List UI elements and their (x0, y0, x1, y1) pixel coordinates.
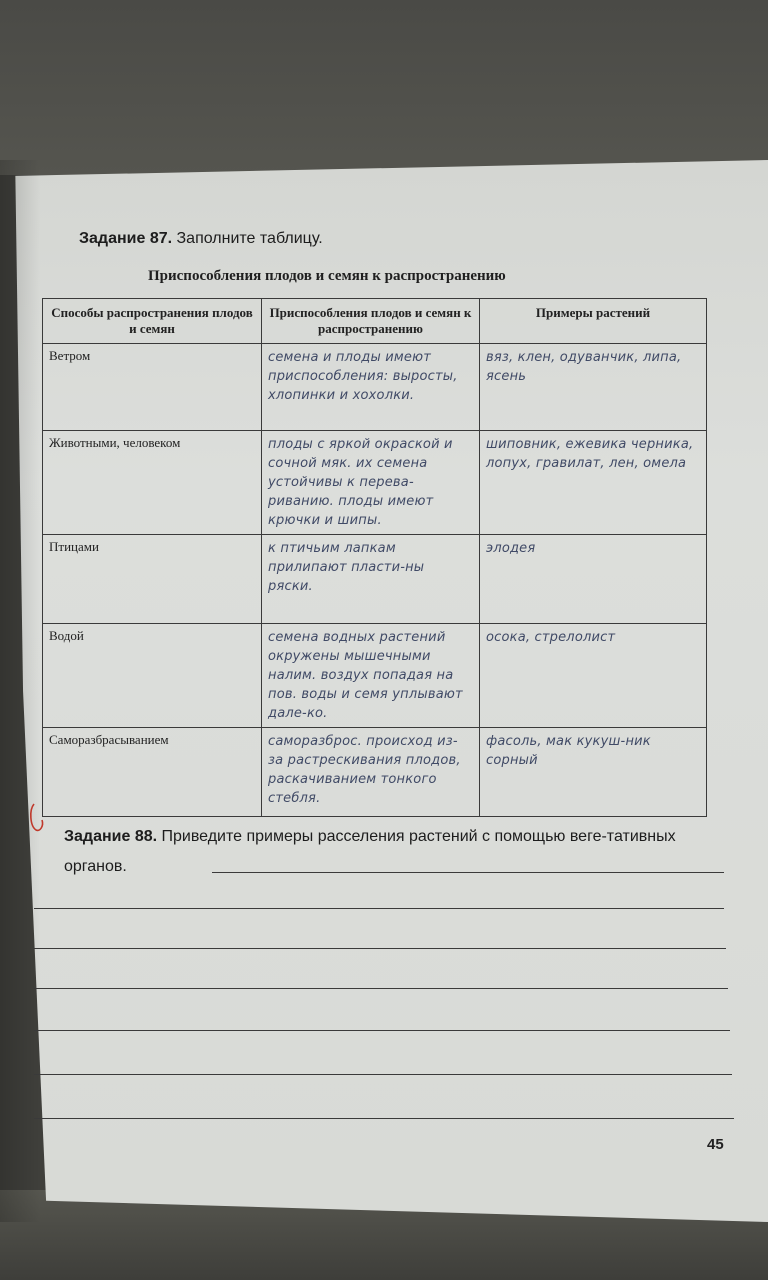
examples-cell: фасоль, мак кукуш-ник сорный (480, 728, 707, 817)
answer-line (34, 1030, 730, 1031)
adaptation-cell: семена и плоды имеют приспособления: выросты, хлопинки и хохолки. (262, 344, 480, 431)
method-cell: Животными, человеком (43, 431, 262, 535)
answer-line (34, 908, 724, 909)
adaptation-cell: саморазброс. происход из-за растрескивания плодов, раскачиванием тонкого стебля. (262, 728, 480, 817)
task-87-text: Заполните таблицу. (176, 230, 323, 247)
header-examples: Примеры растений (480, 299, 707, 344)
examples-cell: вяз, клен, одуванчик, липа, ясень (480, 344, 707, 431)
method-cell: Саморазбрасыванием (43, 728, 262, 817)
table-row (43, 344, 707, 431)
adaptation-cell: семена водных растений окружены мышечными налим. воздух попадая на пов. воды и семя уплывают дале-ко. (262, 624, 480, 728)
method-cell: Птицами (43, 535, 262, 624)
table-row (43, 535, 707, 624)
answer-line (34, 988, 728, 989)
task-87-number: Задание 87. (79, 230, 173, 247)
red-pen-mark-icon (28, 800, 48, 834)
answer-line (34, 1074, 732, 1075)
answer-line (34, 948, 726, 949)
task-88-text: Приведите примеры расселения растений с помощью веге-тативных органов. (64, 828, 676, 875)
examples-cell: шиповник, ежевика черника, лопух, гравилат, лен, омела (480, 431, 707, 535)
table-row (43, 728, 707, 817)
method-cell: Ветром (43, 344, 262, 431)
answer-line (212, 872, 724, 873)
task-87-heading (79, 230, 323, 248)
adaptation-cell: плоды с яркой окраской и сочной мяк. их семена устойчивы к перева-риванию. плоды имеют крючки и шипы. (262, 431, 480, 535)
answer-line (34, 1118, 734, 1119)
method-cell: Водой (43, 624, 262, 728)
header-adaptation: Приспособления плодов и семян к распространению (262, 299, 480, 344)
table-row (43, 624, 707, 728)
task-88-number: Задание 88. (64, 828, 158, 845)
adaptation-cell: к птичьим лапкам прилипают пласти-ны ряски. (262, 535, 480, 624)
background-top (0, 0, 768, 175)
task-88-block (64, 822, 724, 882)
examples-cell: осока, стрелолист (480, 624, 707, 728)
table-row (43, 431, 707, 535)
dispersal-table (42, 298, 707, 817)
examples-cell: элодея (480, 535, 707, 624)
table-header-row (43, 299, 707, 344)
table-caption: Приспособления плодов и семян к распространению (148, 268, 506, 284)
header-method: Способы распространения плодов и семян (43, 299, 262, 344)
page-number: 45 (707, 1136, 724, 1153)
